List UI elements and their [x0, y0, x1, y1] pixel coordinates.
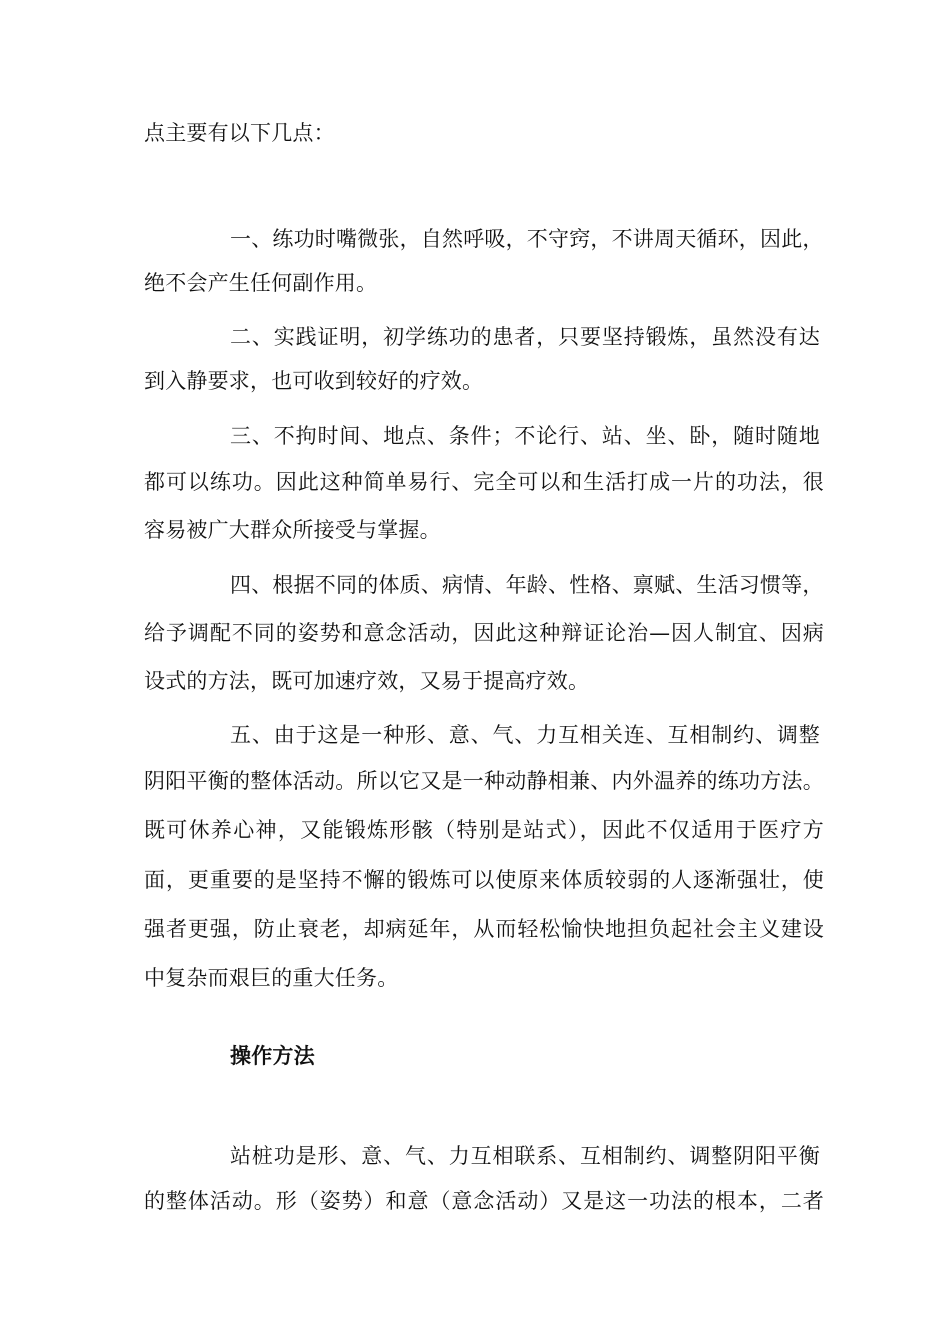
text-line: 点主要有以下几点： — [144, 121, 335, 145]
text-line: 的整体活动。形（姿势）和意（意念活动）又是这一功法的根本，二者 — [144, 1189, 824, 1213]
text-line: 一、练功时嘴微张，自然呼吸，不守窍，不讲周天循环，因此， — [230, 227, 824, 251]
text-line: 都可以练功。因此这种简单易行、完全可以和生活打成一片的功法，很 — [144, 470, 824, 494]
text-line: 站桩功是形、意、气、力互相联系、互相制约、调整阴阳平衡 — [230, 1144, 820, 1168]
text-line: 三、不拘时间、地点、条件；不论行、站、坐、卧，随时随地 — [230, 424, 820, 448]
text-line: 强者更强，防止衰老，却病延年，从而轻松愉快地担负起社会主义建设 — [144, 917, 824, 941]
text-line: 既可休养心神，又能锻炼形骸（特别是站式），因此不仅适用于医疗方 — [144, 818, 824, 842]
text-line: 面，更重要的是坚持不懈的锻炼可以使原来体质较弱的人逐渐强壮，使 — [144, 868, 824, 892]
text-line: 五、由于这是一种形、意、气、力互相关连、互相制约、调整 — [230, 723, 820, 747]
text-line: 中复杂而艰巨的重大任务。 — [144, 966, 399, 990]
text-line: 设式的方法，既可加速疗效，又易于提高疗效。 — [144, 669, 590, 693]
text-line: 容易被广大群众所接受与掌握。 — [144, 518, 441, 542]
text-line: 到入静要求，也可收到较好的疗效。 — [144, 369, 484, 393]
section-heading: 操作方法 — [230, 1044, 315, 1068]
text-line: 阴阳平衡的整体活动。所以它又是一种动静相兼、内外温养的练功方法。 — [144, 769, 824, 793]
text-line: 二、实践证明，初学练功的患者，只要坚持锻炼，虽然没有达 — [230, 325, 820, 349]
text-line: 给予调配不同的姿势和意念活动，因此这种辩证论治—因人制宜、因病 — [144, 621, 824, 645]
text-line: 绝不会产生任何副作用。 — [144, 271, 378, 295]
text-line: 四、根据不同的体质、病情、年龄、性格、禀赋、生活习惯等， — [230, 573, 824, 597]
